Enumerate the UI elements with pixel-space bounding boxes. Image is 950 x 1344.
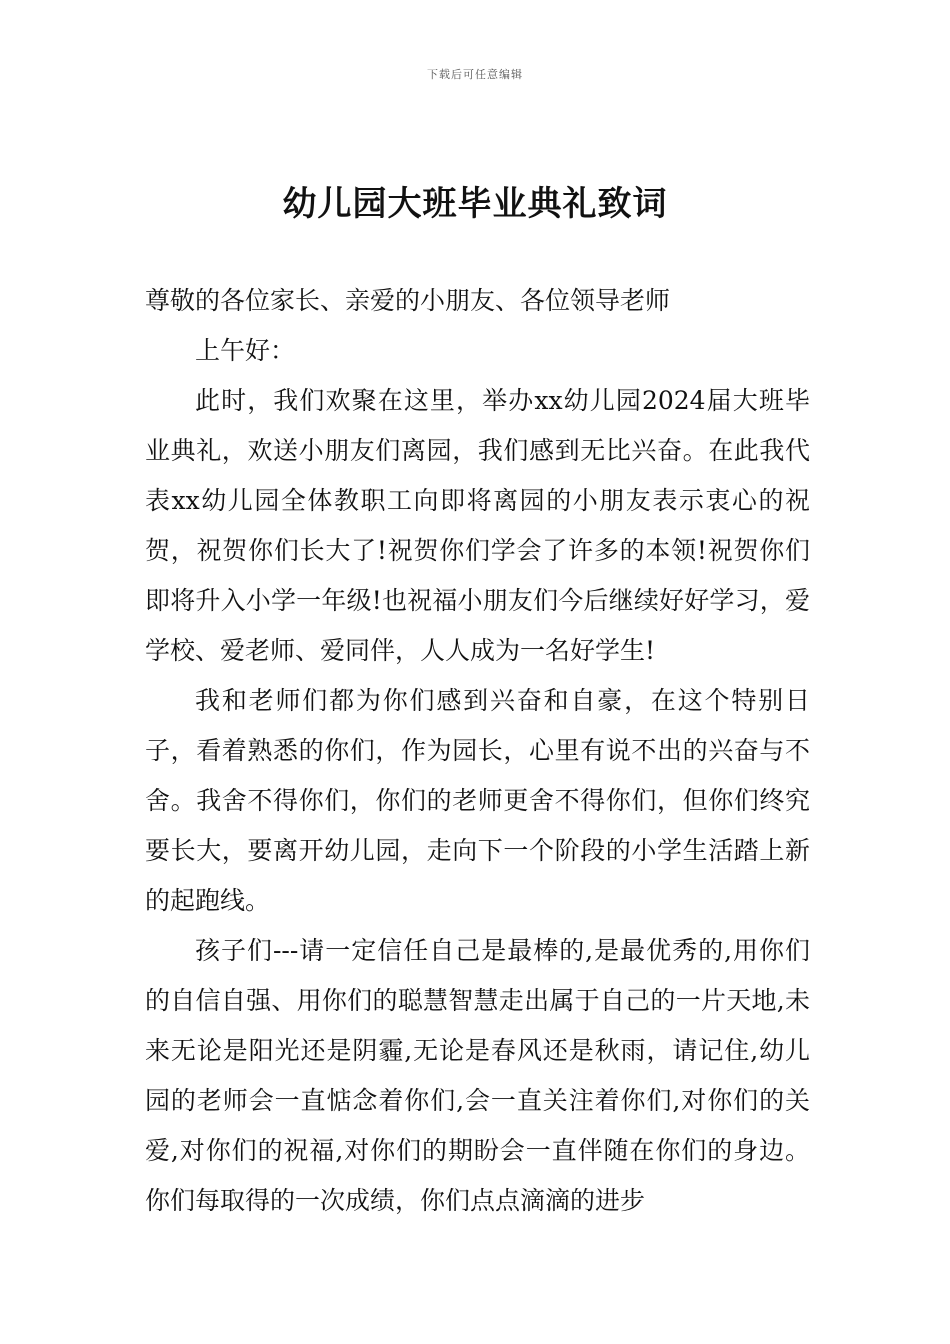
document-title: 幼儿园大班毕业典礼致词	[282, 184, 668, 224]
paragraph: 我和老师们都为你们感到兴奋和自豪，在这个特别日子，看着熟悉的你们，作为园长，心里有说不出的兴奋与不舍。我舍不得你们，你们的老师更舍不得你们，但你们终究要长大，要离开幼儿园，走向下一个阶段的小学生活踏上新的起跑线。	[145, 686, 810, 915]
salutation: 尊敬的各位家长、亲爱的小朋友、各位领导老师	[145, 286, 671, 315]
paragraph: 孩子们---请一定信任自己是最棒的,是最优秀的,用你们的自信自强、用你们的聪慧智慧走出属于自己的一片天地,未来无论是阳光还是阴霾,无论是春风还是秋雨，请记住,幼儿园的老师会一直惦念着你们,会一直关注着你们,对你们的关爱,对你们的祝福,对你们的期盼会一直伴随在你们的身边。你们每取得的一次成绩，你们点点滴滴的进步	[145, 936, 810, 1215]
document-body	[145, 276, 810, 1226]
header-note: 下载后可任意编辑	[427, 68, 523, 81]
paragraph: 此时，我们欢聚在这里，举办xx幼儿园2024届大班毕业典礼，欢送小朋友们离园，我们感到无比兴奋。在此我代表xx幼儿园全体教职工向即将离园的小朋友表示衷心的祝贺，祝贺你们长大了!祝贺你们学会了许多的本领!祝贺你们即将升入小学一年级!也祝福小朋友们今后继续好好学习，爱学校、爱老师、爱同伴，人人成为一名好学生!	[145, 386, 810, 665]
greeting: 上午好：	[195, 336, 296, 365]
